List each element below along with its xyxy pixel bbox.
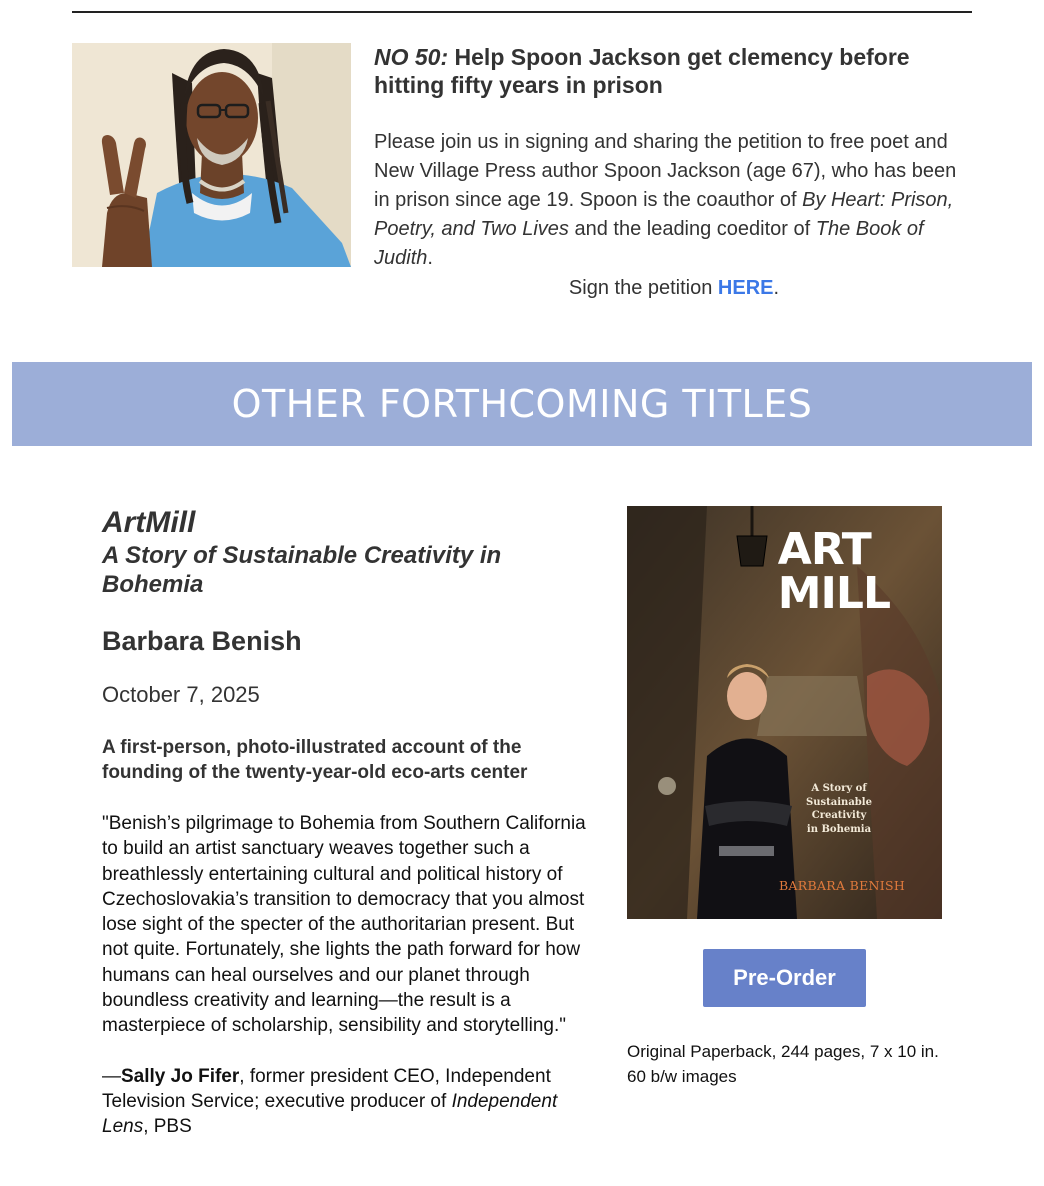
- forthcoming-titles-banner: [12, 362, 1032, 446]
- book-title-by-heart: By Heart: Prison, Poetry, and Two Lives: [374, 189, 954, 240]
- cover-title: [777, 524, 890, 619]
- attribution-name: Sally Jo Fifer: [121, 1065, 240, 1087]
- banner-title: OTHER FORTHCOMING TITLES: [231, 382, 813, 426]
- cover-tag-line3: in Bohemia: [806, 823, 872, 835]
- endorsement-quote: "Benish’s pilgrimage to Bohemia from Southern California to build an artist sanctuary weaves together such a breathlessly entertaining cultural and political history of Czechoslovakia’s transition to democracy that you almost lose sight of the specter of the authoritarian present. But not quite. Fortunately, she lights the path forward for how humans can heal ourselves and our planet through boundless creativity and learning—the result is a masterpiece of scholarship, sensibility and storytelling.": [102, 813, 586, 1037]
- spoon-jackson-photo: [72, 43, 351, 267]
- petition-here-link[interactable]: HERE: [717, 277, 774, 299]
- book-summary: A first-person, photo-illustrated account of the founding of the twenty-year-old eco-arts center: [102, 737, 528, 783]
- book-purchase-panel: [627, 506, 942, 1086]
- petition-body-intro: Please join us in signing and sharing the petition to free poet and New Village Press author Spoon Jackson (age 67), who has been in prison since age 19. Spoon is the coauthor of: [374, 131, 957, 211]
- petition-heading-text: Help Spoon Jackson get clemency before hitting fifty years in prison: [374, 44, 910, 98]
- cover-tag-line1: A Story of: [811, 783, 867, 794]
- petition-body-mid: and the leading coeditor of: [568, 218, 816, 240]
- cover-tag-line2: Sustainable Creativity: [806, 796, 872, 821]
- petition-sign-suffix: .: [773, 277, 780, 299]
- publication-date: October 7, 2025: [102, 682, 260, 707]
- book-cover-image: [627, 506, 942, 919]
- book-title: ArtMill: [102, 506, 196, 539]
- petition-text: [374, 43, 974, 303]
- attribution-show: Independent Lens: [102, 1090, 558, 1138]
- attribution-dash: —: [102, 1065, 121, 1087]
- petition-sign-line: [374, 274, 974, 303]
- petition-sign-prefix: Sign the petition: [568, 277, 718, 299]
- endorsement-attribution: [102, 1064, 592, 1140]
- attribution-end: , PBS: [143, 1116, 192, 1138]
- cover-title-line1: ART: [777, 524, 871, 575]
- cover-title-line2: MILL: [777, 568, 890, 619]
- petition-body: [374, 128, 974, 273]
- petition-heading-number: NO 50:: [374, 44, 449, 70]
- book-title-book-of-judith: The Book of Judith: [374, 218, 924, 269]
- top-divider: [72, 11, 972, 13]
- book-details: [102, 505, 592, 1140]
- book-subtitle: A Story of Sustainable Creativity in Bohemia: [102, 542, 502, 598]
- attribution-role: , former president CEO, Independent Television Service; executive producer of: [102, 1065, 551, 1112]
- pre-order-button[interactable]: Pre-Order: [703, 949, 866, 1007]
- book-format-info: Original Paperback, 244 pages, 7 x 10 in. 60 b/w images: [627, 1042, 939, 1086]
- petition-heading: [374, 43, 974, 99]
- cover-author: BARBARA BENISH: [778, 878, 906, 893]
- book-author: Barbara Benish: [102, 626, 302, 656]
- cover-tagline: [789, 782, 889, 836]
- petition-body-end: .: [427, 247, 433, 269]
